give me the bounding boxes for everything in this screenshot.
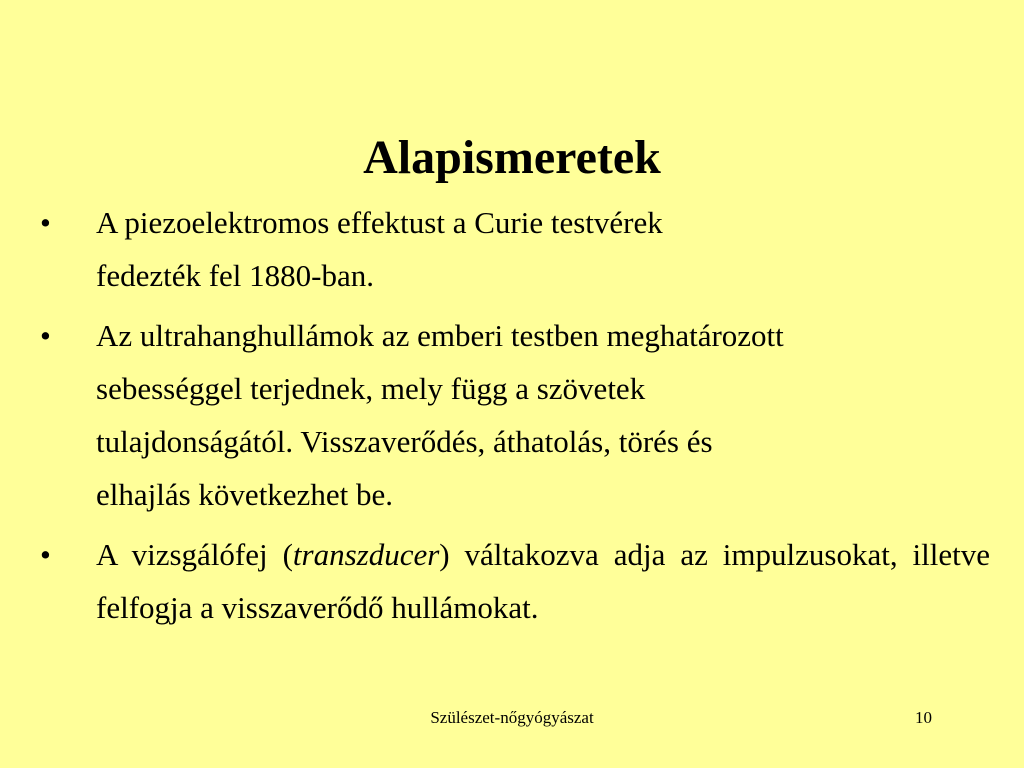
- bullet-icon: •: [40, 537, 51, 572]
- bullet-item-3: [40, 528, 990, 634]
- footer-title: Szülészet-nőgyógyászat: [430, 708, 594, 727]
- bullet-list: [40, 196, 990, 641]
- bullet-line: Az ultrahanghullámok az emberi testben meghatározott: [96, 318, 784, 353]
- bullet-text-pre: A vizsgálófej (: [96, 537, 293, 572]
- bullet-line: tulajdonságától. Visszaverődés, áthatolás, törés és: [96, 424, 713, 459]
- bullet-text-1: [96, 196, 990, 302]
- bullet-text-2: [96, 309, 990, 521]
- bullet-line: fedezték fel 1880-ban.: [96, 258, 375, 293]
- bullet-item-2: [40, 309, 990, 521]
- bullet-text-post: ) váltakozva adja az impulzusokat, illetve felfogja a visszaverődő hullámokat.: [96, 537, 990, 625]
- bullet-item-1: [40, 196, 990, 302]
- page-number: 10: [915, 708, 932, 727]
- bullet-icon: •: [40, 318, 51, 353]
- bullet-line: sebességgel terjednek, mely függ a szövetek: [96, 371, 646, 406]
- bullet-line: A piezoelektromos effektust a Curie testvérek: [96, 205, 663, 240]
- bullet-text-3: [96, 528, 990, 634]
- bullet-line: elhajlás következhet be.: [96, 477, 393, 512]
- slide-title: Alapismeretek: [363, 131, 661, 184]
- bullet-icon: •: [40, 205, 51, 240]
- bullet-text-italic: transzducer: [292, 537, 440, 572]
